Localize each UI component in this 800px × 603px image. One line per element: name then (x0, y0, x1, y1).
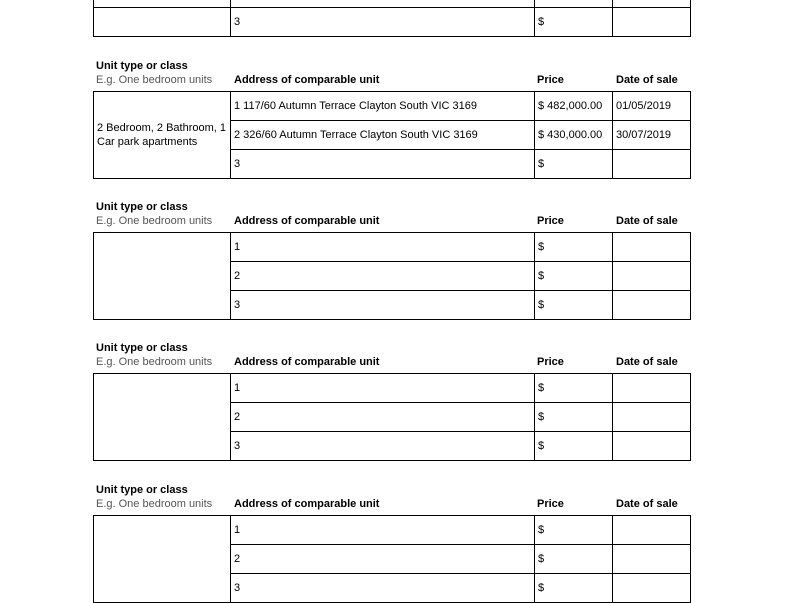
price-column-header: Price (537, 498, 564, 510)
date-cell[interactable] (613, 374, 691, 403)
address-cell[interactable]: 2 (231, 262, 535, 291)
address-cell[interactable]: 1 (231, 516, 535, 545)
unit-type-cell[interactable] (94, 516, 231, 603)
unit-type-label: Unit type or class (96, 201, 188, 213)
price-cell[interactable]: $ 430,000.00 (535, 121, 613, 150)
unit-type-example: E.g. One bedroom units (96, 74, 213, 86)
date-cell[interactable] (613, 574, 691, 603)
section-header (93, 484, 691, 514)
price-cell[interactable]: $ (535, 262, 613, 291)
unit-type-cell[interactable] (94, 374, 231, 461)
address-cell[interactable]: 3 (231, 8, 535, 37)
table-row (94, 0, 691, 8)
date-cell[interactable] (613, 403, 691, 432)
date-column-header: Date of sale (616, 74, 678, 86)
price-cell[interactable]: $ (535, 150, 613, 179)
price-cell[interactable]: $ (535, 432, 613, 461)
price-column-header: Price (537, 356, 564, 368)
unit-type-example: E.g. One bedroom units (96, 498, 213, 510)
address-column-header: Address of comparable unit (234, 74, 380, 86)
unit-type-example: E.g. One bedroom units (96, 215, 213, 227)
address-cell[interactable]: 3 (231, 432, 535, 461)
address-cell[interactable]: 3 (231, 150, 535, 179)
table-row (94, 516, 691, 545)
price-cell[interactable]: $ (535, 516, 613, 545)
address-column-header: Address of comparable unit (234, 498, 380, 510)
date-cell[interactable] (613, 8, 691, 37)
date-cell[interactable] (613, 233, 691, 262)
table-row (94, 92, 691, 121)
price-cell[interactable]: $ (535, 545, 613, 574)
address-cell[interactable]: 3 (231, 574, 535, 603)
address-cell[interactable]: 2 326/60 Autumn Terrace Clayton South VIC 3169 (231, 121, 535, 150)
unit-type-cell[interactable]: 2 Bedroom, 2 Bathroom, 1 Car park apartments (94, 92, 231, 179)
unit-type-label: Unit type or class (96, 484, 188, 496)
date-column-header: Date of sale (616, 356, 678, 368)
price-cell[interactable] (535, 0, 613, 8)
comparable-table (93, 91, 691, 179)
unit-type-cell[interactable] (94, 233, 231, 320)
table-row (94, 374, 691, 403)
date-cell[interactable] (613, 545, 691, 574)
price-cell[interactable]: $ (535, 574, 613, 603)
section-header (93, 342, 691, 372)
unit-type-cell (94, 0, 231, 8)
table-row (94, 8, 691, 37)
date-column-header: Date of sale (616, 498, 678, 510)
price-column-header: Price (537, 215, 564, 227)
unit-type-cell-cont (94, 8, 231, 37)
date-column-header: Date of sale (616, 215, 678, 227)
date-cell[interactable] (613, 432, 691, 461)
address-cell[interactable]: 2 (231, 545, 535, 574)
section-header (93, 201, 691, 231)
price-cell[interactable]: $ (535, 403, 613, 432)
address-cell[interactable]: 1 117/60 Autumn Terrace Clayton South VIC 3169 (231, 92, 535, 121)
price-cell[interactable]: $ (535, 291, 613, 320)
price-cell[interactable]: $ 482,000.00 (535, 92, 613, 121)
unit-type-label: Unit type or class (96, 60, 188, 72)
address-column-header: Address of comparable unit (234, 356, 380, 368)
comparable-table (93, 515, 691, 603)
unit-type-label: Unit type or class (96, 342, 188, 354)
date-cell[interactable]: 30/07/2019 (613, 121, 691, 150)
address-column-header: Address of comparable unit (234, 215, 380, 227)
address-cell[interactable] (231, 0, 535, 8)
date-cell[interactable] (613, 0, 691, 8)
table-row (94, 233, 691, 262)
date-cell[interactable] (613, 150, 691, 179)
address-cell[interactable]: 3 (231, 291, 535, 320)
section-header (93, 60, 691, 90)
unit-type-example: E.g. One bedroom units (96, 356, 213, 368)
price-column-header: Price (537, 74, 564, 86)
price-cell[interactable]: $ (535, 8, 613, 37)
address-cell[interactable]: 2 (231, 403, 535, 432)
date-cell[interactable] (613, 262, 691, 291)
address-cell[interactable]: 1 (231, 374, 535, 403)
price-cell[interactable]: $ (535, 233, 613, 262)
date-cell[interactable] (613, 291, 691, 320)
partial-table (93, 0, 691, 37)
price-cell[interactable]: $ (535, 374, 613, 403)
date-cell[interactable]: 01/05/2019 (613, 92, 691, 121)
comparable-table (93, 232, 691, 320)
address-cell[interactable]: 1 (231, 233, 535, 262)
comparable-table (93, 373, 691, 461)
date-cell[interactable] (613, 516, 691, 545)
